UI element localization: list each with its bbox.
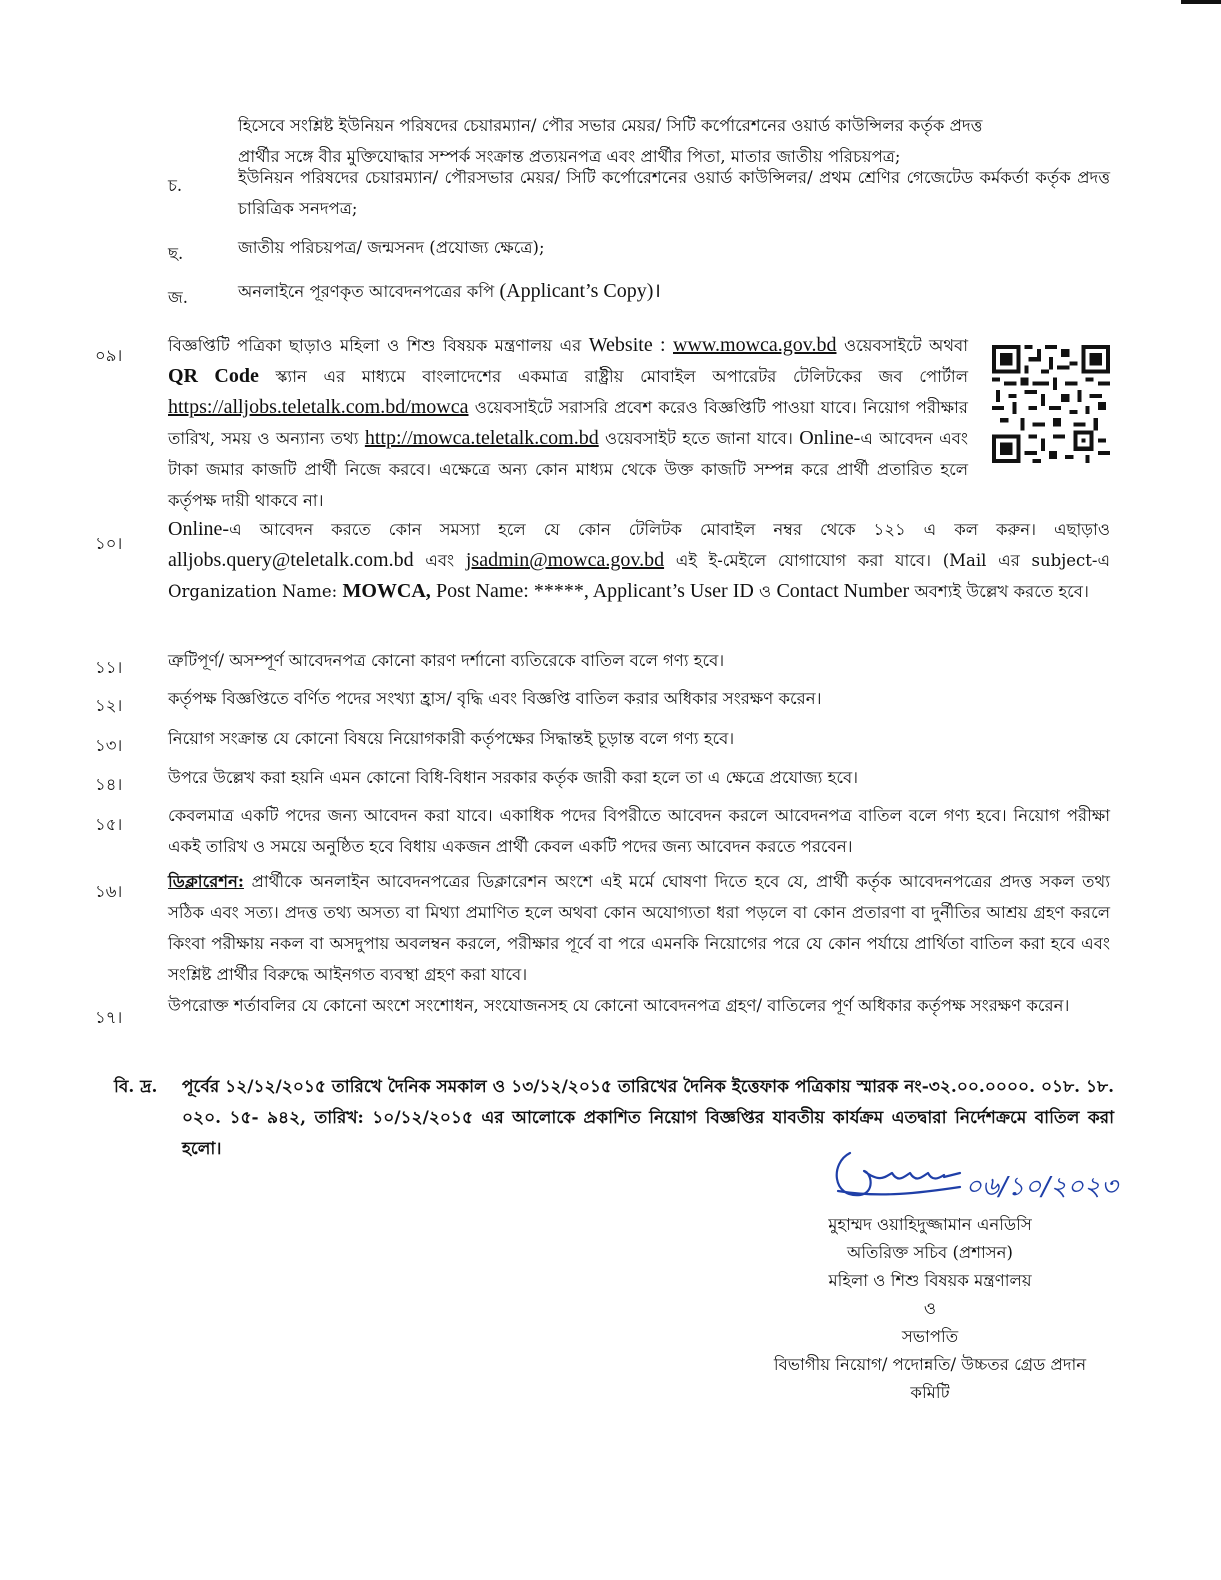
exam-site-link[interactable]: http://mowca.teletalk.com.bd [364, 427, 599, 449]
signatory-and: ও [923, 1299, 937, 1318]
item-text: কর্তৃপক্ষ বিজ্ঞপ্তিতে বর্ণিত পদের সংখ্যা হ্রাস/ বৃদ্ধি এবং বিজ্ঞপ্তি বাতিল করার অধিকার সংরক্ষণ করেন। [168, 689, 822, 708]
signatory-title: অতিরিক্ত সচিব (প্রশাসন) [847, 1243, 1013, 1262]
item-number: ১৩। [95, 736, 123, 755]
subitem-label: জ. [168, 288, 189, 307]
item-number: ১২। [95, 696, 123, 715]
subitem-text: ইউনিয়ন পরিষদের চেয়ারম্যান/ পৌরসভার মেয়র/ সিটি কর্পোরেশনের ওয়ার্ড কাউন্সিলর/ প্রথম শ্রেণির গেজেটেড কর্মকর্তা কর্তৃক প্রদত্ত চারিত্রিক সনদপত্র; [238, 168, 1110, 218]
online-label: Online- [799, 427, 861, 449]
item-09-text [168, 330, 968, 516]
subitem-text [238, 276, 1110, 307]
item-number: ১৬। [95, 882, 123, 901]
item-number: ১৫। [95, 815, 123, 834]
signatory-role: সভাপতি [901, 1327, 959, 1346]
scan-edge-mark [1181, 0, 1221, 4]
declaration-body: প্রার্থীকে অনলাইন আবেদনপত্রের ডিক্লারেশন অংশে এই মর্মে ঘোষণা দিতে হবে যে, প্রার্থী কর্তৃক আবেদনপত্রের প্রদত্ত সকল তথ্য সঠিক এবং সত্য। প্রদত্ত তথ্য অসত্য বা মিথ্যা প্রমাণিত হলে অথবা কোন অযোগ্যতা ধরা পড়লে বা কোন প্রতারণা বা দুর্নীতির আশ্রয় গ্রহণ করলে কিংবা পরীক্ষায় নকল বা অসদুপায় অবলম্বন করলে, পরীক্ষার পূর্বে বা পরে এমনকি নিয়োগের পরে যে কোন পর্যায়ে প্রার্থিতা বাতিল করা হবে এবং সংশ্লিষ্ট প্রার্থীর বিরুদ্ধে আইনগত ব্যবস্থা গ্রহণ করা যাবে। [168, 872, 1111, 984]
item-09-part: বিজ্ঞপ্তিটি পত্রিকা ছাড়াও মহিলা ও শিশু বিষয়ক মন্ত্রণালয় এর [168, 336, 582, 355]
nota-bene-label: বি. দ্র. [114, 1077, 158, 1097]
item-10-part: Post Name: *****, Applicant’s User ID [436, 580, 754, 602]
subitem-label: চ. [168, 176, 183, 195]
nota-bene-text: পূর্বের ১২/১২/২০১৫ তারিখে দৈনিক সমকাল ও ১৩/১২/২০১৫ তারিখের দৈনিক ইত্তেফাক পত্রিকায় স্মারক নং-৩২.০০.০০০০. ০১৮. ১৮. ০২০. ১৫- ৯৪২, তারিখ: ১০/১২/২০১৫ এর আলোকে প্রকাশিত নিয়োগ বিজ্ঞপ্তির যাবতীয় কার্যক্রম এতদ্বারা নির্দেশক্রমে বাতিল করা হলো। [182, 1077, 1114, 1159]
item-09-part: ওয়েবসাইটে অথবা [844, 336, 969, 355]
item-number: ১৪। [95, 775, 123, 794]
item-10-text [168, 514, 1110, 607]
continued-line-1: হিসেবে সংশ্লিষ্ট ইউনিয়ন পরিষদের চেয়ারম্যান/ পৌর সভার মেয়র/ সিটি কর্পোরেশনের ওয়ার্ড কাউন্সিলর কর্তৃক প্রদত্ত [238, 116, 983, 135]
committee-line-2: কমিটি [910, 1383, 950, 1402]
item-number: ১৭। [95, 1008, 123, 1027]
website-link[interactable]: www.mowca.gov.bd [673, 334, 837, 356]
item-10-part: Contact Number [776, 580, 910, 602]
item-09-part: এ আবেদন এবং টাকা জমার কাজটি প্রার্থী নিজে করবে। এক্ষেত্রে অন্য কোন মাধ্যম থেকে উক্ত কাজটি সম্পন্ন করে প্রার্থী প্রতারিত হলে কর্তৃপক্ষ দায়ী থাকবে না। [168, 429, 968, 510]
item-09-part: স্ক্যান এর মাধ্যমে বাংলাদেশের একমাত্র রাষ্ট্রীয় মোবাইল অপারেটর টেলিটকের জব পোর্টাল [275, 367, 968, 386]
item-10-part: ও [759, 582, 772, 601]
subitem-label: ছ. [168, 244, 184, 263]
item-text: উপরে উল্লেখ করা হয়নি এমন কোনো বিধি-বিধান সরকার কর্তৃক জারী করা হলে তা এ ক্ষেত্রে প্রযোজ্য হবে। [168, 768, 859, 787]
item-number: ০৯। [95, 346, 123, 365]
organization-name: MOWCA, [342, 580, 431, 602]
qr-code-label: QR Code [168, 365, 259, 387]
qr-code-icon[interactable] [992, 345, 1110, 463]
item-number: ১১। [95, 658, 123, 677]
item-10-part: এই ই-মেইলে যোগাযোগ করা যাবে। (Mail এর subject-এ Organization Name: [168, 551, 1111, 601]
item-text: নিয়োগ সংক্রান্ত যে কোনো বিষয়ে নিয়োগকারী কর্তৃপক্ষের সিদ্ধান্তই চূড়ান্ত বলে গণ্য হবে। [168, 729, 735, 748]
item-09-part: ওয়েবসাইটে সরাসরি প্রবেশ করেও বিজ্ঞপ্তিটি পাওয়া যাবে। নিয়োগ পরীক্ষার তারিখ, সময় ও অন্যান্য তথ্য [168, 398, 969, 448]
subitem-text-bn: অনলাইনে পূরণকৃত আবেদনপত্রের কপি [238, 282, 495, 301]
website-label: Website : [588, 334, 666, 356]
item-text: কেবলমাত্র একটি পদের জন্য আবেদন করা যাবে। একাধিক পদের বিপরীতে আবেদন করলে আবেদনপত্র বাতিল বলে গণ্য হবে। নিয়োগ পরীক্ষা একই তারিখ ও সময়ে অনুষ্ঠিত হবে বিধায় একজন প্রার্থী কেবল একটি পদের জন্য আবেদন করতে পরবেন। [168, 806, 1110, 856]
declaration-text [168, 866, 1110, 990]
item-10-part: এ আবেদন করতে কোন সমস্যা হলে যে কোন টেলিটক মোবাইল নম্বর থেকে ১২১ এ কল করুন। এছাড়াও [229, 520, 1110, 539]
committee-line-1: বিভাগীয় নিয়োগ/ পদোন্নতি/ উচ্চতর গ্রেড প্রদান [773, 1355, 1087, 1374]
item-text: উপরোক্ত শর্তাবলির যে কোনো অংশে সংশোধন, সংযোজনসহ যে কোনো আবেদনপত্র গ্রহণ/ বাতিলের পূর্ণ অধিকার কর্তৃপক্ষ সংরক্ষণ করেন। [168, 996, 1070, 1015]
continued-line-2: প্রার্থীর সঙ্গে বীর মুক্তিযোদ্ধার সম্পর্ক সংক্রান্ত প্রত্যয়নপত্র এবং প্রার্থীর পিতা, মাতার জাতীয় পরিচয়পত্র; [238, 147, 901, 166]
item-number: ১০। [95, 534, 123, 553]
signatory-ministry: মহিলা ও শিশু বিষয়ক মন্ত্রণালয় [828, 1271, 1032, 1290]
item-10-part: অবশ্যই উল্লেখ করতে হবে। [914, 582, 1089, 601]
handwritten-signature [820, 1143, 1120, 1213]
item-text: ত্রুটিপূর্ণ/ অসম্পূর্ণ আবেদনপত্র কোনো কারণ দর্শানো ব্যতিরেকে বাতিল বলে গণ্য হবে। [168, 651, 725, 670]
signatory-name: মুহাম্মদ ওয়াহিদুজ্জামান এনডিসি [828, 1215, 1032, 1234]
portal-link[interactable]: https://alljobs.teletalk.com.bd/mowca [168, 396, 469, 418]
item-10-part: এবং [425, 551, 455, 570]
email-query-link[interactable]: alljobs.query@teletalk.com.bd [168, 549, 414, 571]
subitem-text-en: (Applicant’s Copy)। [499, 280, 661, 302]
signature-date: ০৬/১০/২০২৩ [965, 1172, 1118, 1202]
email-admin-link[interactable]: jsadmin@mowca.gov.bd [465, 549, 665, 571]
declaration-label: ডিক্লারেশন: [168, 872, 244, 891]
online-label: Online- [168, 518, 230, 540]
item-09-part: ওয়েবসাইট হতে জানা যাবে। [605, 429, 793, 448]
subitem-text: জাতীয় পরিচয়পত্র/ জন্মসনদ (প্রযোজ্য ক্ষেত্রে); [238, 238, 545, 257]
